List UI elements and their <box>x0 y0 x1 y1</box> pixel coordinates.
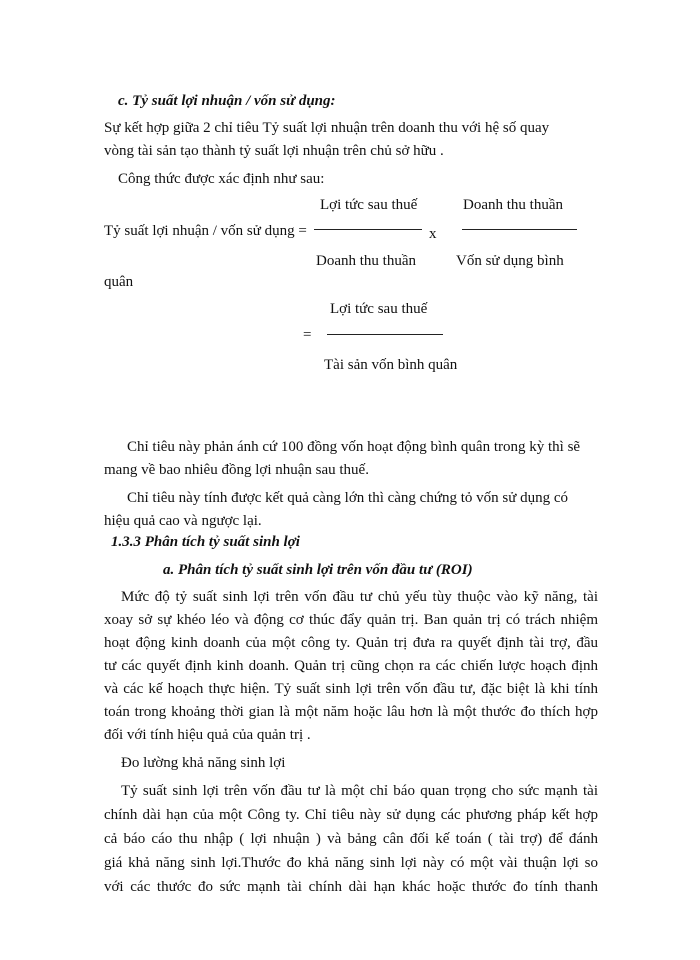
explanation-line: Chỉ tiêu này phản ánh cứ 100 đồng vốn hoạt động bình quân trong kỳ thì sẽ <box>127 439 581 455</box>
fraction3-denominator: Tài sản vốn bình quân <box>324 357 458 373</box>
section-heading: c. Tỷ suất lợi nhuận / vốn sử dụng: <box>118 93 336 109</box>
paragraph-line: và các kế hoạch thực hiện. Tỷ suất sinh lợi trên vốn đầu tư, đặc biệt là khi tính <box>104 681 598 697</box>
formula-lhs: Tỷ suất lợi nhuận / vốn sử dụng = <box>104 223 307 239</box>
paragraph-line: toán trong khoảng thời gian là một năm hoặc lâu hơn là một thước đo thích hợp <box>104 704 598 720</box>
fraction2-bar <box>462 229 577 230</box>
explanation-line: hiệu quả cao và ngược lại. <box>104 513 262 529</box>
formula-intro: Công thức được xác định như sau: <box>118 171 325 187</box>
paragraph-line: hoạt động kinh doanh của một công ty. Quản trị đưa ra quyết định tài trợ, đầu <box>104 635 598 651</box>
formula-wrap: quân <box>104 274 134 290</box>
fraction2-denominator: Vốn sử dụng bình <box>456 253 564 269</box>
subsection-heading: a. Phân tích tỷ suất sinh lợi trên vốn đầu tư (ROI) <box>163 562 473 578</box>
measure-heading: Đo lường khả năng sinh lợi <box>121 755 286 771</box>
intro-line: Sự kết hợp giữa 2 chỉ tiêu Tỷ suất lợi nhuận trên doanh thu với hệ số quay <box>104 120 550 136</box>
paragraph-line: giá khả năng sinh lợi.Thước đo khả năng sinh lợi này có một vài thuận lợi so <box>104 855 598 871</box>
explanation-line: Chỉ tiêu này tính được kết quả càng lớn thì càng chứng tỏ vốn sử dụng có <box>127 490 569 506</box>
fraction1-numerator: Lợi tức sau thuế <box>320 197 418 213</box>
equals-sign: = <box>303 327 312 343</box>
paragraph-line: tư các quyết định kinh doanh. Quản trị cũng chọn ra các chiến lược hoạch định <box>104 658 598 674</box>
section-heading: 1.3.3 Phân tích tỷ suất sinh lợi <box>111 534 300 550</box>
intro-line: vòng tài sản tạo thành tỷ suất lợi nhuận trên chủ sở hữu . <box>104 143 444 159</box>
paragraph-line: xoay sở sự khéo léo và động cơ thúc đẩy quản trị. Ban quản trị có trách nhiệm <box>104 612 598 628</box>
paragraph-line: chính dài hạn của một Công ty. Chỉ tiêu này sử dụng các phương pháp kết hợp <box>104 807 598 823</box>
paragraph-line: với các thước đo sức mạnh tài chính dài hạn khác hoặc thước đo tính thanh <box>104 879 598 895</box>
paragraph-line: Mức độ tỷ suất sinh lợi trên vốn đầu tư chủ yếu tùy thuộc vào kỹ năng, tài <box>121 589 598 605</box>
fraction2-numerator: Doanh thu thuần <box>463 197 563 213</box>
fraction3-numerator: Lợi tức sau thuế <box>330 301 428 317</box>
fraction3-bar <box>327 334 443 335</box>
fraction1-denominator: Doanh thu thuần <box>316 253 416 269</box>
paragraph-line: đối với tính hiệu quả của quản trị . <box>104 727 311 743</box>
fraction1-bar <box>314 229 422 230</box>
paragraph-line: cả báo cáo thu nhập ( lợi nhuận ) và bảng cân đối kế toán ( tài trợ) để đánh <box>104 831 598 847</box>
paragraph-line: Tỷ suất sinh lợi trên vốn đầu tư là một chỉ báo quan trọng cho sức mạnh tài <box>121 783 598 799</box>
explanation-line: mang về bao nhiêu đồng lợi nhuận sau thuế. <box>104 462 369 478</box>
times-sign: x <box>429 226 437 242</box>
